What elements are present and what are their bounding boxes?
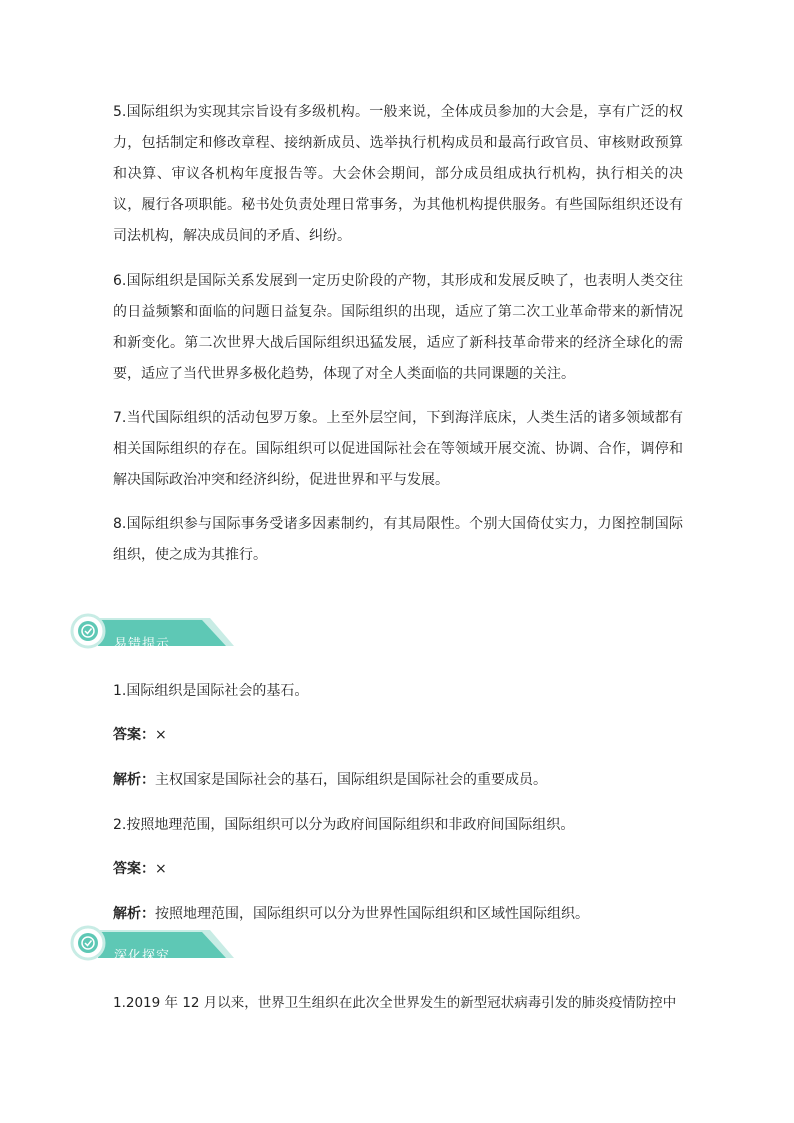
- analysis-2: [113, 904, 688, 924]
- analysis-1: [113, 770, 688, 790]
- question-1: 1.国际组织是国际社会的基石。: [113, 683, 309, 699]
- section-title: 深化探究: [114, 949, 171, 964]
- analysis-text: 按照地理范围，国际组织可以分为世界性国际组织和区域性国际组织。: [155, 906, 589, 922]
- section-banner-deep-inquiry: [68, 924, 243, 964]
- analysis-label: 解析：: [113, 906, 155, 922]
- question-2: 2.按照地理范围，国际组织可以分为政府间国际组织和非政府间国际组织。: [113, 817, 575, 833]
- answer-label: 答案：: [113, 727, 155, 743]
- answer-value: ×: [155, 727, 167, 743]
- answer-label: 答案：: [113, 861, 155, 877]
- section-banner-error-tips: [68, 612, 243, 652]
- section-title: 易错提示: [114, 637, 171, 652]
- answer-2: [113, 859, 688, 879]
- paragraph-6: 6.国际组织是国际关系发展到一定历史阶段的产物，其形成和发展反映了，也表明人类交往的日益频繁和面临的问题日益复杂。国际组织的出现，适应了第二次工业革命带来的新情况和新变化。第二次世界大战后国际组织迅猛发展，适应了新科技革命带来的经济全球化的需要，适应了当代世界多极化趋势，体现了对全人类面临的共同课题的关注。: [113, 273, 683, 382]
- paragraph-5: 5.国际组织为实现其宗旨设有多级机构。一般来说，全体成员参加的大会是，享有广泛的权力，包括制定和修改章程、接纳新成员、选举执行机构成员和最高行政官员、审核财政预算和决算、审议各机构年度报告等。大会休会期间，部分成员组成执行机构，执行相关的决议，履行各项职能。秘书处负责处理日常事务，为其他机构提供服务。有些国际组织还设有司法机构，解决成员间的矛盾、纠纷。: [113, 104, 683, 244]
- paragraph-8: 8.国际组织参与国际事务受诸多因素制约，有其局限性。个别大国倚仗实力，力图控制国际组织，使之成为其推行。: [113, 516, 683, 563]
- inquiry-first-line: 1.2019 年 12 月以来，世界卫生组织在此次全世界发生的新型冠状病毒引发的肺炎疫情防控中: [113, 995, 677, 1011]
- paragraph-7: 7.当代国际组织的活动包罗万象。上至外层空间，下到海洋底床，人类生活的诸多领域都有相关国际组织的存在。国际组织可以促进国际社会在等领域开展交流、协调、合作，调停和解决国际政治冲突和经济纠纷，促进世界和平与发展。: [113, 410, 683, 488]
- analysis-text: 主权国家是国际社会的基石，国际组织是国际社会的重要成员。: [155, 772, 547, 788]
- answer-1: [113, 725, 688, 745]
- analysis-label: 解析：: [113, 772, 155, 788]
- answer-value: ×: [155, 861, 167, 877]
